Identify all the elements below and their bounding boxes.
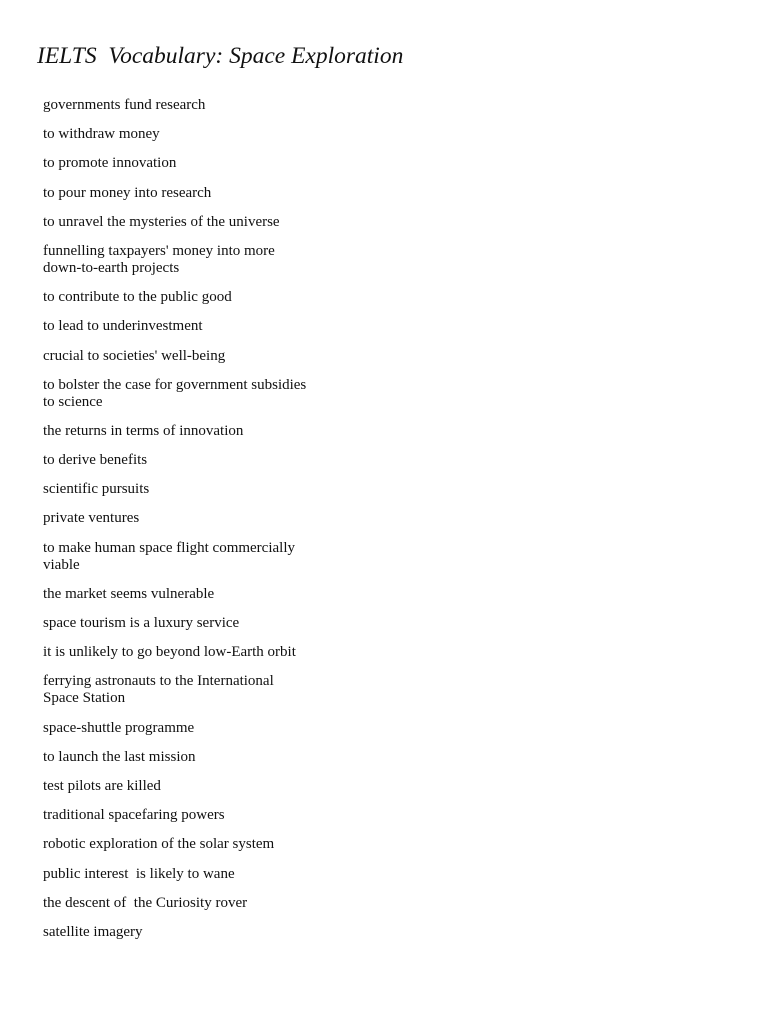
vocab-item-line: the returns in terms of innovation	[43, 422, 244, 439]
vocab-item	[43, 510, 403, 527]
vocab-item	[43, 155, 403, 172]
vocab-item	[43, 836, 403, 853]
vocab-item	[43, 720, 403, 737]
vocab-item-line: viable	[43, 556, 80, 573]
vocab-item-line: scientific pursuits	[43, 481, 150, 498]
page-title: IELTS Vocabulary: Space Exploration	[37, 43, 404, 69]
vocab-item-line: governments fund research	[43, 97, 206, 113]
vocab-item	[43, 673, 403, 707]
vocab-item-line: private ventures	[43, 510, 140, 527]
vocab-item-line: to promote innovation	[43, 155, 177, 172]
vocab-item	[43, 644, 403, 661]
vocab-item	[43, 749, 403, 766]
vocab-item	[43, 185, 403, 202]
vocab-item	[43, 289, 403, 306]
vocab-item-line: to withdraw money	[43, 126, 160, 143]
vocab-item-line: space tourism is a luxury service	[43, 615, 240, 631]
vocab-item-line: to make human space flight commercially	[43, 539, 295, 556]
vocab-item-line: to unravel the mysteries of the universe	[43, 213, 280, 230]
vocab-item	[43, 540, 403, 574]
vocab-item-line: to lead to underinvestment	[43, 318, 203, 335]
vocab-item-line: space-shuttle programme	[43, 719, 195, 736]
vocab-item	[43, 377, 403, 411]
vocab-item-line: to derive benefits	[43, 452, 148, 469]
vocab-item-line: to science	[43, 393, 103, 410]
vocab-item	[43, 807, 403, 824]
vocab-item-line: crucial to societies' well-being	[43, 347, 226, 364]
vocabulary-list	[43, 97, 403, 953]
vocab-item	[43, 348, 403, 365]
vocab-item	[43, 866, 403, 883]
vocab-item	[43, 615, 403, 632]
vocab-item	[43, 452, 403, 469]
vocab-item	[43, 318, 403, 335]
vocab-item	[43, 97, 403, 114]
vocab-item-line: the descent of the Curiosity rover	[43, 894, 248, 911]
vocab-item-line: funnelling taxpayers' money into more	[43, 242, 275, 259]
vocab-item-line: public interest is likely to wane	[43, 865, 235, 882]
vocab-item	[43, 924, 403, 941]
vocab-item-line: to bolster the case for government subsidies	[43, 376, 307, 393]
vocab-item-line: test pilots are killed	[43, 777, 161, 794]
vocab-item	[43, 895, 403, 912]
vocab-item	[43, 243, 403, 277]
vocab-item-line: to launch the last mission	[43, 748, 196, 765]
vocab-item-line: the market seems vulnerable	[43, 585, 215, 602]
vocab-item-line: Space Station	[43, 690, 126, 707]
vocab-item-line: it is unlikely to go beyond low-Earth orbit	[43, 644, 296, 661]
vocab-item	[43, 214, 403, 231]
vocab-item-line: robotic exploration of the solar system	[43, 836, 275, 853]
vocab-item	[43, 126, 403, 143]
vocab-item	[43, 778, 403, 795]
vocab-item-line: traditional spacefaring powers	[43, 807, 225, 824]
vocab-item-line: down-to-earth projects	[43, 259, 180, 276]
vocab-item	[43, 481, 403, 498]
vocab-item-line: ferrying astronauts to the International	[43, 673, 274, 690]
vocab-item-line: to contribute to the public good	[43, 289, 232, 306]
vocab-item	[43, 423, 403, 440]
vocab-item-line: satellite imagery	[43, 923, 143, 940]
vocab-item	[43, 586, 403, 603]
vocab-item-line: to pour money into research	[43, 184, 212, 201]
